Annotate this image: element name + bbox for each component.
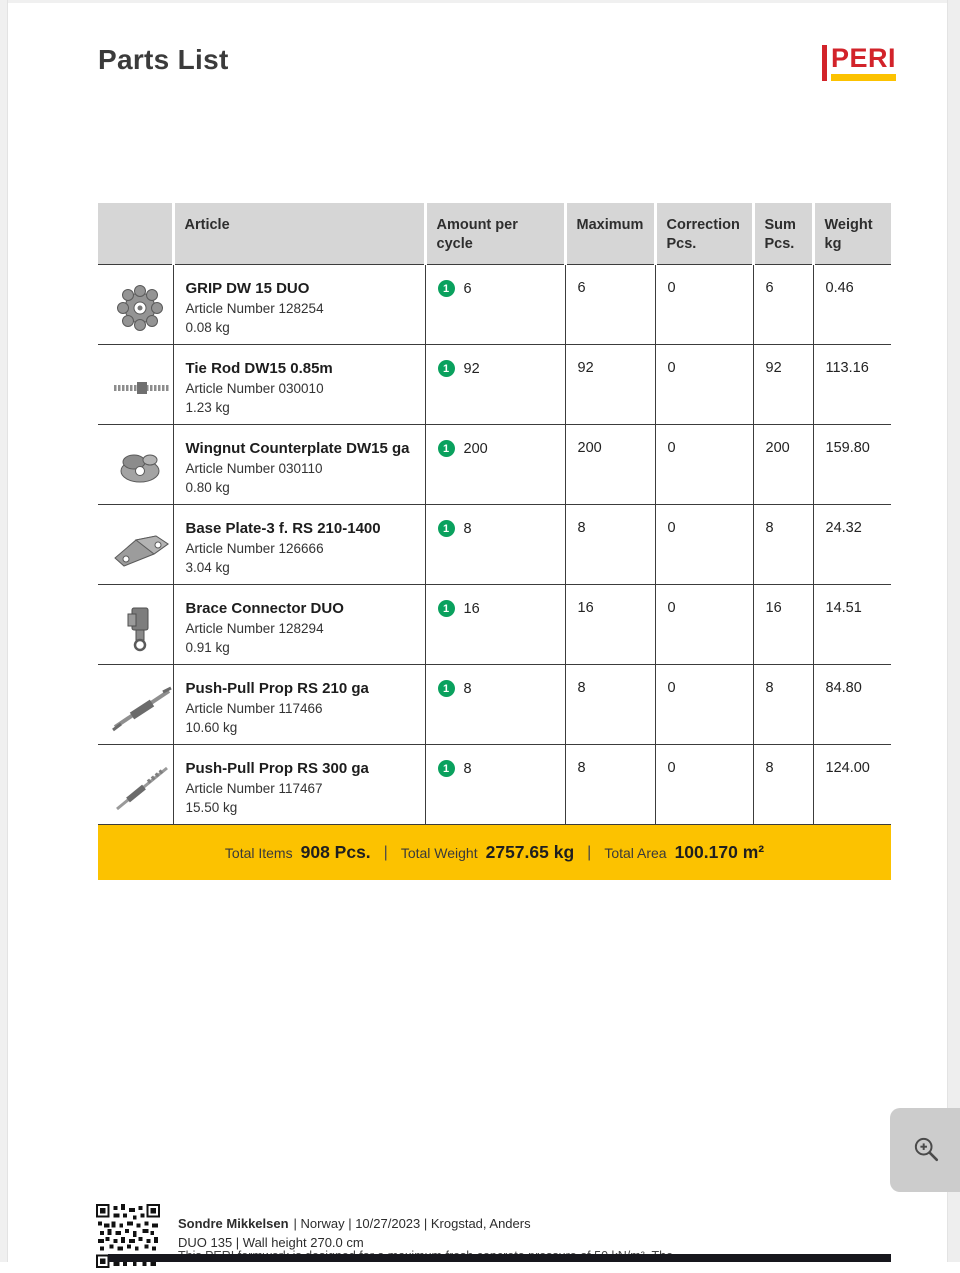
weight-value: 113.16 (813, 345, 891, 425)
total-items-label: Total Items (224, 844, 293, 861)
part-unit-weight: 0.80 kg (185, 480, 230, 496)
part-unit-weight: 0.08 kg (185, 320, 230, 336)
sum-value: 8 (753, 505, 813, 585)
total-area-label: Total Area (604, 844, 667, 861)
part-unit-weight: 0.91 kg (185, 640, 230, 656)
correction-value: 0 (655, 265, 753, 345)
sum-value: 6 (753, 265, 813, 345)
sum-value: 16 (753, 585, 813, 665)
weight-value: 124.00 (813, 745, 891, 825)
sum-value: 8 (753, 665, 813, 745)
zoom-button[interactable] (890, 1108, 960, 1192)
table-row (98, 265, 891, 345)
sum-value: 92 (753, 345, 813, 425)
table-row (98, 425, 891, 505)
amount-value: 200 (463, 440, 488, 457)
product-image-grip-dw15-duo-icon (110, 324, 174, 340)
correction-value: 0 (655, 585, 753, 665)
table-row (98, 505, 891, 585)
total-items-value: 908 Pcs. (300, 842, 371, 862)
correction-value: 0 (655, 665, 753, 745)
part-article-number: Article Number 117466 (185, 701, 323, 717)
page-title: Parts List (98, 44, 229, 75)
footer-meta: | Norway | 10/27/2023 | Krogstad, Anders (293, 1216, 531, 1231)
cycle-badge: 1 (438, 520, 455, 537)
maximum-value: 8 (565, 745, 655, 825)
table-row (98, 745, 891, 825)
correction-value: 0 (655, 425, 753, 505)
table-header-row (98, 203, 891, 265)
maximum-value: 16 (565, 585, 655, 665)
part-name: Push-Pull Prop RS 300 ga (185, 760, 369, 778)
cycle-badge: 1 (438, 600, 455, 617)
table-row (98, 665, 891, 745)
maximum-value: 8 (565, 505, 655, 585)
header-weight-kg: Weight kg (813, 203, 891, 265)
maximum-value: 6 (565, 265, 655, 345)
header-sum-pcs: Sum Pcs. (753, 203, 813, 265)
amount-value: 92 (463, 360, 480, 377)
part-name: Wingnut Counterplate DW15 ga (185, 440, 410, 458)
header-article: Article (173, 203, 425, 265)
part-article-number: Article Number 126666 (185, 541, 324, 557)
cycle-badge: 1 (438, 280, 455, 297)
table-row (98, 345, 891, 425)
part-article-number: Article Number 030010 (185, 381, 324, 397)
product-image-tie-rod-icon (110, 404, 174, 420)
footer-project-info (178, 1216, 531, 1231)
product-image-base-plate-icon (110, 564, 174, 580)
header-image-column (98, 203, 173, 265)
peri-logo-red-bar (822, 45, 827, 81)
weight-value: 0.46 (813, 265, 891, 345)
viewer-edge-left (0, 0, 8, 1262)
header-maximum: Maximum (565, 203, 655, 265)
weight-value: 84.80 (813, 665, 891, 745)
table-row (98, 585, 891, 665)
peri-logo-text: PERI (831, 43, 897, 73)
viewer-edge-top (0, 0, 960, 3)
part-article-number: Article Number 030110 (185, 461, 323, 477)
footer-author: Sondre Mikkelsen (178, 1216, 289, 1231)
amount-value: 8 (463, 520, 472, 537)
part-name: Brace Connector DUO (185, 600, 344, 618)
cycle-badge: 1 (438, 440, 455, 457)
header-correction-pcs: Correction Pcs. (655, 203, 753, 265)
correction-value: 0 (655, 505, 753, 585)
part-name: Push-Pull Prop RS 210 ga (185, 680, 369, 698)
peri-logo-underline (831, 74, 896, 81)
part-article-number: Article Number 128294 (185, 621, 324, 637)
footer-cutoff-bar (108, 1254, 891, 1262)
amount-value: 6 (463, 280, 472, 297)
sum-value: 8 (753, 745, 813, 825)
totals-separator: | (587, 843, 592, 861)
header-amount-per-cycle: Amount per cycle (425, 203, 565, 265)
correction-value: 0 (655, 745, 753, 825)
part-name: Tie Rod DW15 0.85m (185, 360, 333, 378)
part-article-number: Article Number 128254 (185, 301, 324, 317)
amount-value: 8 (463, 760, 472, 777)
amount-value: 16 (463, 600, 480, 617)
part-unit-weight: 10.60 kg (185, 720, 238, 736)
totals-separator: | (383, 843, 388, 861)
total-weight-value: 2757.65 kg (485, 842, 575, 862)
part-name: Base Plate-3 f. RS 210-1400 (185, 520, 381, 538)
maximum-value: 200 (565, 425, 655, 505)
cycle-badge: 1 (438, 760, 455, 777)
sum-value: 200 (753, 425, 813, 505)
cycle-badge: 1 (438, 680, 455, 697)
part-unit-weight: 3.04 kg (185, 560, 230, 576)
part-article-number: Article Number 117467 (185, 781, 323, 797)
part-unit-weight: 1.23 kg (185, 400, 230, 416)
viewer-edge-right (947, 0, 960, 1262)
weight-value: 159.80 (813, 425, 891, 505)
weight-value: 14.51 (813, 585, 891, 665)
product-image-push-pull-prop-300-icon (110, 804, 174, 820)
maximum-value: 8 (565, 665, 655, 745)
part-name: GRIP DW 15 DUO (185, 280, 310, 298)
cycle-badge: 1 (438, 360, 455, 377)
total-weight-label: Total Weight (400, 844, 478, 861)
total-area-value: 100.170 m² (674, 842, 765, 862)
weight-value: 24.32 (813, 505, 891, 585)
peri-logo (822, 45, 896, 81)
part-unit-weight: 15.50 kg (185, 800, 238, 816)
totals-bar (98, 825, 891, 880)
product-image-wingnut-counterplate-icon (110, 484, 174, 500)
product-image-brace-connector-icon (110, 644, 174, 660)
correction-value: 0 (655, 345, 753, 425)
maximum-value: 92 (565, 345, 655, 425)
footer-system-info: DUO 135 | Wall height 270.0 cm (178, 1235, 364, 1250)
parts-table (98, 203, 891, 825)
amount-value: 8 (463, 680, 472, 697)
magnifier-plus-icon (908, 1131, 942, 1170)
product-image-push-pull-prop-210-icon (110, 724, 174, 740)
